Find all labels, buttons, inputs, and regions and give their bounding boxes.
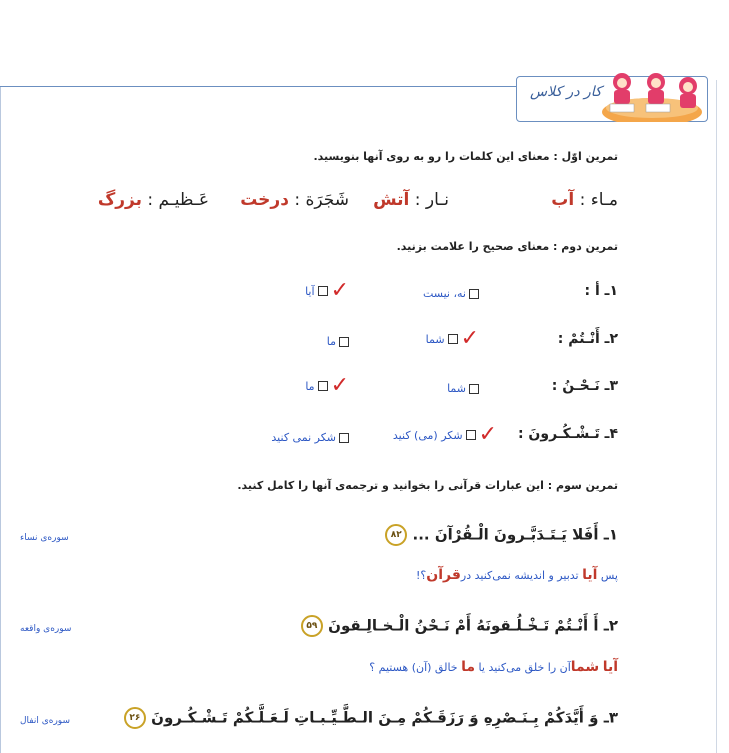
checkbox-checked[interactable] — [318, 381, 328, 391]
verse-3 — [124, 707, 618, 729]
surah-name-2: سوره‌ی واقعه — [20, 624, 72, 634]
verse-1-translation: پس آیا تدبیر و اندیشه نمی‌کنید درقرآن؟! — [416, 567, 618, 583]
persian-meaning: درخت — [240, 190, 289, 210]
option-q3-we[interactable]: ✓ ما — [305, 373, 349, 398]
option-q2-we[interactable]: ما — [327, 335, 349, 348]
checkmark-icon: ✓ — [330, 373, 349, 398]
persian-meaning: آتش — [373, 190, 410, 210]
question-2: ۲ـ أَنْـتُمْ : — [557, 331, 618, 347]
class-work-title: کار در کلاس — [530, 84, 602, 100]
exercise-1-instruction: تمرین اوّل : معنای این کلمات را رو به روی آنها بنویسید. — [313, 150, 618, 163]
checkbox-empty[interactable] — [339, 337, 349, 347]
word-pair-water — [551, 190, 618, 210]
checkmark-icon: ✓ — [478, 422, 497, 447]
option-q4-thank[interactable]: ✓ شکر (می) کنید — [392, 422, 497, 447]
question-3: ۳ـ نَـحْـنُ : — [551, 378, 618, 394]
persian-meaning: بزرگ — [97, 190, 142, 210]
question-1: ۱ـ أ : — [584, 283, 618, 299]
question-4: ۴ـ تَـشْـكُـرونَ : — [517, 426, 618, 442]
left-margin-rule — [0, 86, 1, 753]
word-pair-tree — [240, 190, 349, 210]
surah-name-3: سوره‌ی انفال — [20, 716, 70, 726]
verse-2 — [301, 615, 618, 637]
persian-meaning: آب — [551, 190, 575, 210]
verse-1 — [385, 524, 618, 546]
option-q1-question[interactable]: ✓ آیا — [305, 278, 349, 303]
checkbox-empty[interactable] — [469, 289, 479, 299]
checkbox-checked[interactable] — [466, 430, 476, 440]
exercise-2-instruction: تمرین دوم : معنای صحیح را علامت بزنید. — [396, 240, 618, 253]
checkbox-checked[interactable] — [448, 334, 458, 344]
verse-text: ۱ـ أَفَلا يَـتَـدَبَّـرونَ الْـقُرْآنَ ... — [412, 525, 618, 544]
arabic-word: عَـظیـم : — [147, 190, 209, 210]
students-at-table-illustration — [600, 70, 704, 122]
checkbox-empty[interactable] — [469, 384, 479, 394]
ayah-number-ornament: ۵۹ — [301, 615, 323, 637]
arabic-word: مـاء : — [579, 190, 618, 210]
checkmark-icon: ✓ — [460, 326, 479, 351]
arabic-word: شَجَرَة : — [294, 190, 349, 210]
option-q2-you[interactable]: ✓ شما — [425, 326, 479, 351]
checkbox-checked[interactable] — [318, 286, 328, 296]
arabic-word: نـار : — [414, 190, 449, 210]
checkbox-empty[interactable] — [339, 433, 349, 443]
verse-text: ۳ـ وَ أَيَّدَكُمْ بِـنَـصْرِهِ وَ رَزَقَـكُمْ مِـنَ الـطَّـيِّـبـاتِ لَـعَـلَّـكُمْ تَـشْـكُـرونَ — [151, 708, 618, 727]
verse-2-translation: آیا شماآن را خلق می‌کنید یا ما خالق (آن) هستیم ؟ — [369, 659, 618, 675]
right-margin-rule — [716, 80, 717, 753]
verse-text: ۲ـ أَ أَنْـتُمْ تَـخْـلُـقونَهُ أَمْ نَـحْنُ الْـخـالِـقونَ — [328, 616, 618, 635]
option-q3-you[interactable]: شما — [447, 382, 479, 395]
ayah-number-ornament: ۲۶ — [124, 707, 146, 729]
checkmark-icon: ✓ — [330, 278, 349, 303]
exercise-3-instruction: تمرین سوم : این عبارات قرآنی را بخوانید و ترجمه‌ی آنها را کامل کنید. — [237, 479, 618, 492]
option-q4-not-thank[interactable]: شکر نمی کنید — [271, 431, 349, 444]
word-pair-fire — [373, 190, 449, 210]
header-rule — [0, 86, 547, 87]
word-pair-great — [98, 190, 209, 210]
surah-name-1: سوره‌ی نساء — [20, 533, 69, 543]
option-q1-no[interactable]: نه، نیست — [423, 287, 479, 300]
ayah-number-ornament: ۸۲ — [385, 524, 407, 546]
